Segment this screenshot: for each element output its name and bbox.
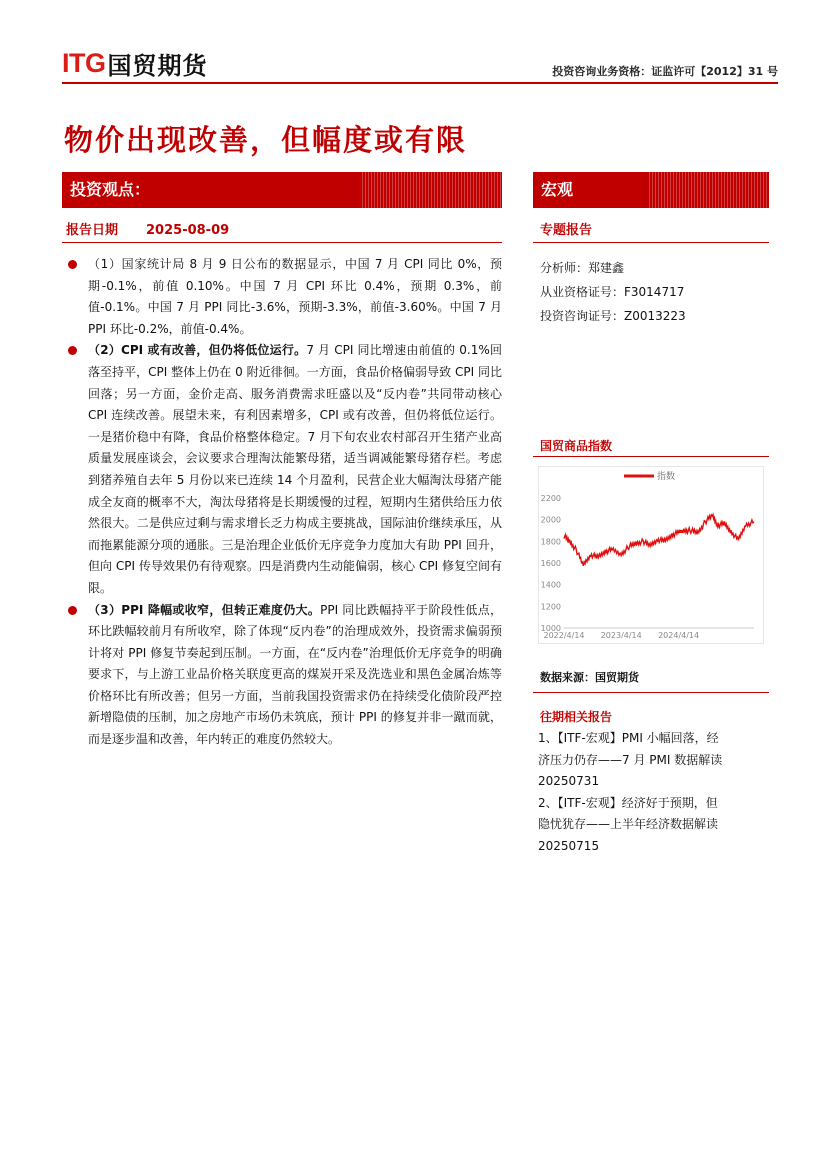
y-tick-label: 1000 bbox=[540, 624, 561, 633]
y-tick-label: 1600 bbox=[540, 559, 561, 568]
bar-hatch-pattern bbox=[362, 172, 502, 208]
x-tick-label: 2022/4/14 bbox=[543, 631, 585, 640]
logo-itg-text: ITG bbox=[62, 47, 106, 78]
y-tick-label: 1800 bbox=[540, 537, 561, 547]
index-section-title: 国贸商品指数 bbox=[540, 439, 613, 453]
x-tick-label: 2024/4/14 bbox=[658, 631, 700, 640]
investment-points bbox=[66, 254, 502, 751]
source-divider bbox=[533, 692, 769, 693]
macro-category-label: 宏观 bbox=[541, 180, 574, 199]
report-title: 物价出现改善，但幅度或有限 bbox=[64, 123, 468, 157]
bullet-heading: （3）PPI 降幅或收窄，但转正难度仍大。 bbox=[88, 602, 321, 617]
related-report-line: 济压力仍存——7 月 PMI 数据解读 bbox=[538, 752, 723, 767]
bullet-text: （1）国家统计局 8 月 9 日公布的数据显示，中国 7 月 CPI 同比 0%，预期-0.1%，前值 0.10%。中国 7 月 CPI 环比 0.4%，预期 0.3%，前值-0.1%。中国 7 月 PPI 同比-3.6%，预期-3.3%，前值-3.60%。中国 7 月 PPI 环比-0.2%，前值-0.4%。 bbox=[88, 257, 502, 336]
macro-category-bar bbox=[533, 172, 769, 208]
related-report-line: 隐忧犹存——上半年经济数据解读 bbox=[538, 817, 719, 831]
bullet-item bbox=[66, 340, 502, 599]
analyst-name: 分析师：郑建鑫 bbox=[540, 261, 625, 275]
chart-frame bbox=[539, 467, 764, 644]
related-reports-title: 往期相关报告 bbox=[540, 710, 613, 724]
logo-company-name: 国贸期货 bbox=[107, 51, 208, 80]
related-report-item[interactable] bbox=[538, 793, 764, 858]
company-logo bbox=[62, 48, 208, 78]
bullet-dot-icon bbox=[68, 346, 77, 355]
bullet-item bbox=[66, 254, 502, 340]
report-date-value: 2025-08-09 bbox=[146, 223, 230, 238]
investment-view-label: 投资观点： bbox=[70, 180, 151, 199]
analyst-info bbox=[540, 256, 686, 328]
header-divider bbox=[62, 82, 778, 84]
bullet-text: PPI 同比跌幅持平于阶段性低点，环比跌幅较前月有所收窄，除了体现“反内卷”的治理成效外，投资需求偏弱预计将对 PPI 修复节奏起到压制。一方面，在“反内卷”治理低价无序竞争的明确要求下，与上游工业品价格关联度更高的煤炭开采及洗选业和黑色金属冶炼等价格环比有所改善；但另一方面，当前我国投资需求仍在持续受化债阶段严控新增隐债的压制，加之房地产市场仍未筑底，预计 PPI 的修复并非一蹴而就，而是逐步温和改善，年内转正的难度仍然较大。 bbox=[88, 602, 503, 747]
qualification-text: 投资咨询业务资格：证监许可【2012】31 号 bbox=[552, 65, 778, 78]
y-tick-label: 2000 bbox=[540, 515, 561, 525]
related-report-line: 2、【ITF-宏观】经济好于预期，但 bbox=[538, 795, 718, 810]
related-report-date: 20250731 bbox=[538, 774, 600, 788]
x-tick-label: 2023/4/14 bbox=[600, 631, 642, 640]
y-tick-label: 1200 bbox=[540, 602, 561, 612]
related-report-line: 1、【ITF-宏观】PMI 小幅回落，经 bbox=[538, 731, 719, 745]
bullet-dot-icon bbox=[68, 606, 77, 615]
investment-view-bar bbox=[62, 172, 502, 208]
series-line-指数 bbox=[564, 515, 754, 566]
related-report-date: 20250715 bbox=[538, 838, 600, 853]
report-type-divider bbox=[533, 242, 769, 243]
bullet-heading: （2）CPI 或有改善，但仍将低位运行。 bbox=[88, 343, 307, 358]
report-date bbox=[66, 219, 229, 238]
report-type: 专题报告 bbox=[540, 223, 593, 238]
bullet-item bbox=[66, 600, 502, 751]
y-tick-label: 1400 bbox=[540, 580, 561, 590]
analyst-cert-qualification: 从业资格证号：F3014717 bbox=[540, 285, 685, 299]
analyst-cert-consulting: 投资咨询证号：Z0013223 bbox=[540, 309, 686, 323]
y-tick-label: 2200 bbox=[540, 494, 561, 503]
bullet-dot-icon bbox=[68, 260, 77, 269]
bullet-text: 7 月 CPI 同比增速由前值的 0.1%回落至持平，CPI 整体上仍在 0 附近徘徊。一方面，食品价格偏弱导致 CPI 同比回落；另一方面，金价走高、服务消费需求旺盛以及“反内卷”共同带动核心 CPI 连续改善。展望未来，有利因素增多，CPI 或有改善，但仍将低位运行。一是猪价稳中有降，食品价格整体稳定。7 月下旬农业农村部召开生猪产业高质量发展座谈会，会议要求合理淘汰能繁母猪，适当调减能繁母猪存栏。考虑到猪养殖自去年 5 月份以来已连续 14 个月盈利，民营企业大幅淘汰母猪产能成全友商的概率不大，淘汰母猪将是长期缓慢的过程，短期内生猪供给压力依然很大。二是供应过剩与需求增长乏力构成主要挑战，国际油价继续承压，从而拖累能源分项的通胀。三是治理企业低价无序竞争力度加大有助 PPI 回升，但向 CPI 传导效果仍有待观察。四是消费内生动能偏弱，核心 CPI 修复空间有限。 bbox=[88, 343, 502, 595]
bar-hatch-pattern-right bbox=[649, 172, 769, 208]
related-report-item[interactable] bbox=[538, 728, 764, 793]
index-section-divider bbox=[533, 456, 769, 457]
related-reports-list bbox=[538, 728, 764, 857]
legend-label: 指数 bbox=[657, 472, 676, 482]
date-divider bbox=[62, 242, 502, 243]
report-date-label: 报告日期 bbox=[66, 223, 119, 238]
data-source: 数据来源：国贸期货 bbox=[540, 671, 639, 684]
commodity-index-chart bbox=[538, 466, 764, 644]
chart-svg bbox=[538, 466, 764, 644]
